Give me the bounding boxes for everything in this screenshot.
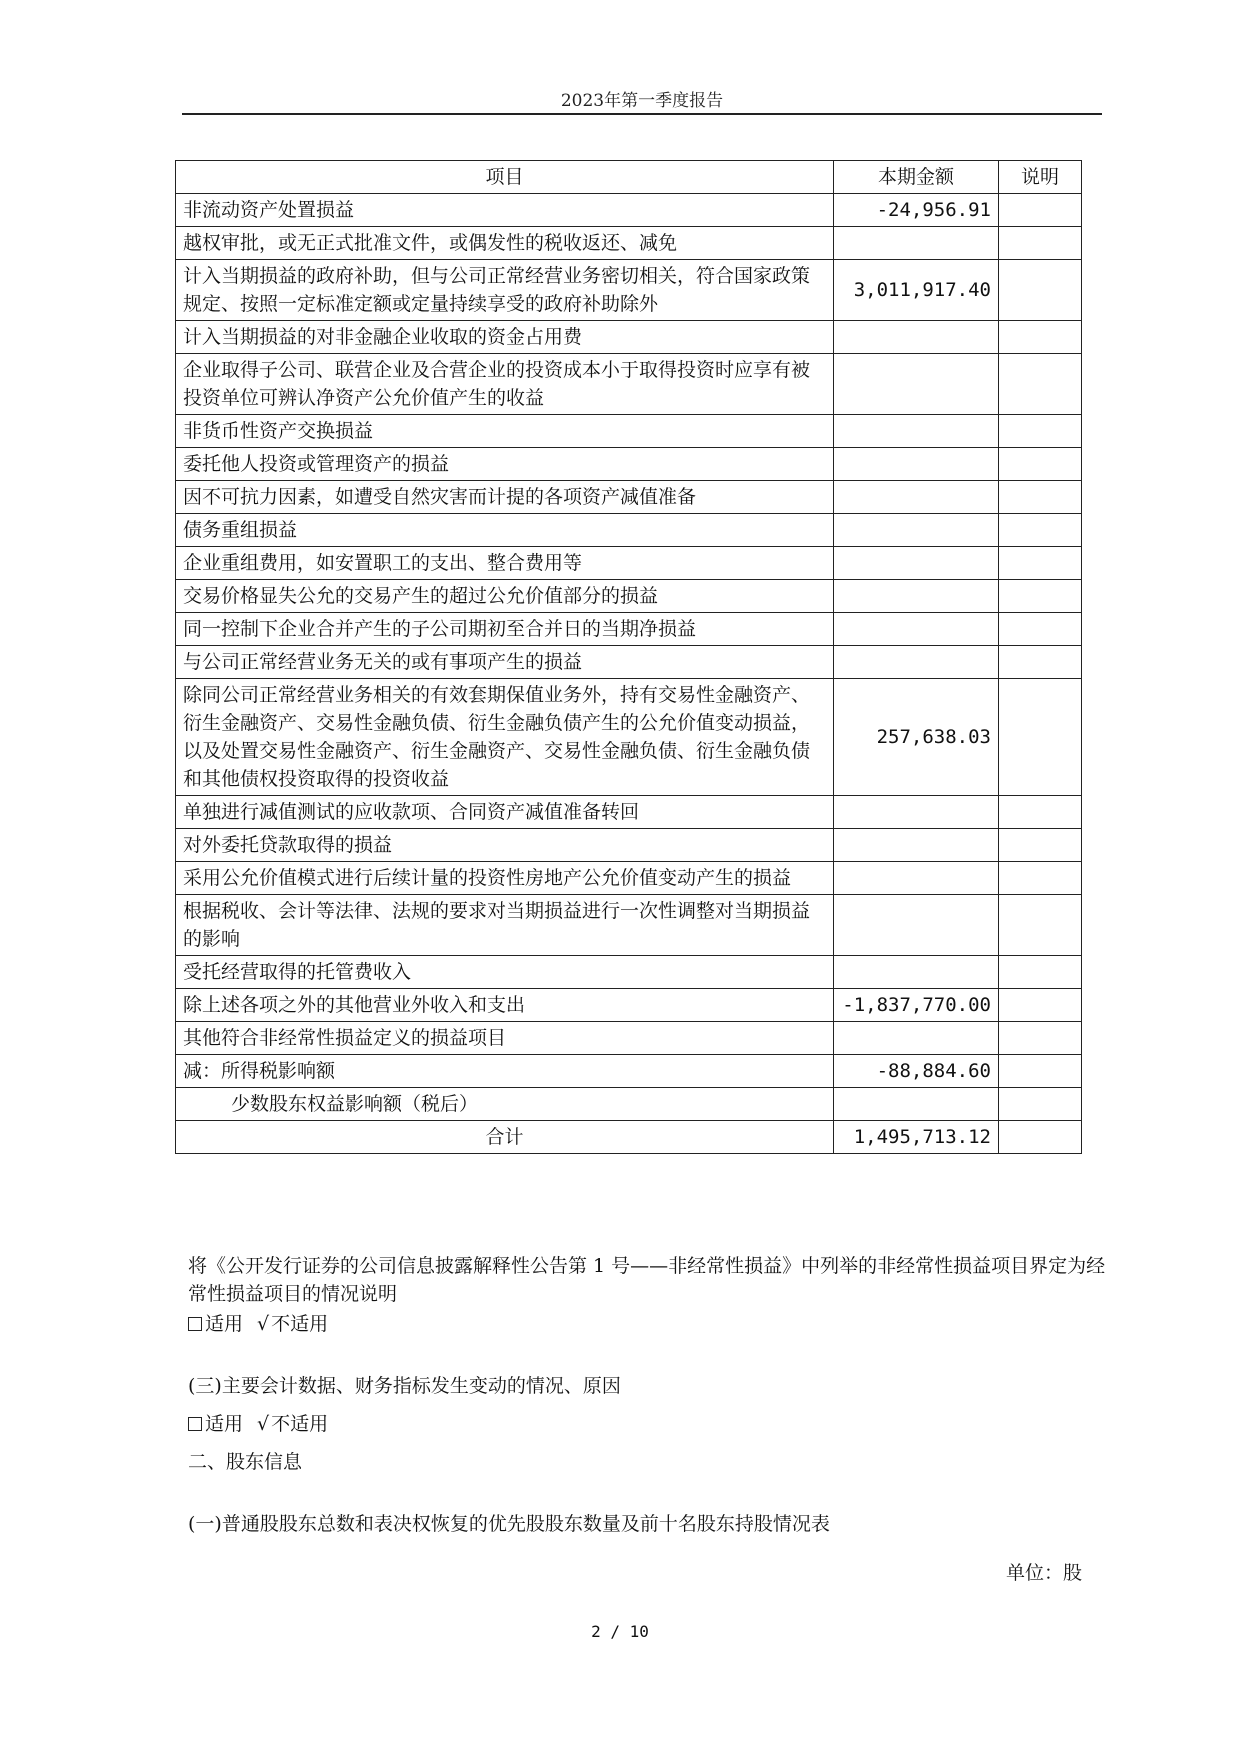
row-item: 企业取得子公司、联营企业及合营企业的投资成本小于取得投资时应享有被投资单位可辨认净资产公允价值产生的收益 [176,354,834,415]
row-amount [834,613,999,646]
row-item: 计入当期损益的政府补助，但与公司正常经营业务密切相关，符合国家政策规定、按照一定标准定额或定量持续享受的政府补助除外 [176,260,834,321]
row-amount [834,321,999,354]
row-item: 交易价格显失公允的交易产生的超过公允价值部分的损益 [176,580,834,613]
table-row [176,895,1082,956]
table-row [176,227,1082,260]
row-note [999,321,1082,354]
row-note [999,354,1082,415]
row-item: 企业重组费用，如安置职工的支出、整合费用等 [176,547,834,580]
row-amount [834,646,999,679]
classification-note: 将《公开发行证券的公司信息披露解释性公告第 1 号——非经常性损益》中列举的非经常性损益项目界定为经常性损益项目的情况说明 [188,1255,1106,1305]
table-row [176,796,1082,829]
non-recurring-gains-table [175,160,1082,1154]
row-note [999,547,1082,580]
row-amount [834,448,999,481]
row-amount: 3,011,917.40 [834,260,999,321]
table-row [176,321,1082,354]
table-row [176,862,1082,895]
header-amount: 本期金额 [834,161,999,194]
row-note [999,862,1082,895]
row-amount: -88,884.60 [834,1055,999,1088]
row-amount [834,1022,999,1055]
check-mark-icon: √ [257,1313,270,1335]
row-amount: 257,638.03 [834,679,999,796]
row-item: 对外委托贷款取得的损益 [176,829,834,862]
row-item: 非货币性资产交换损益 [176,415,834,448]
row-item: 单独进行减值测试的应收款项、合同资产减值准备转回 [176,796,834,829]
section-3-title: (三)主要会计数据、财务指标发生变动的情况、原因 [188,1375,621,1397]
row-note [999,448,1082,481]
table-row [176,613,1082,646]
table-row [176,646,1082,679]
row-item: 根据税收、会计等法律、法规的要求对当期损益进行一次性调整对当期损益的影响 [176,895,834,956]
header-item: 项目 [176,161,834,194]
row-item: 受托经营取得的托管费收入 [176,956,834,989]
row-amount: -1,837,770.00 [834,989,999,1022]
table-row [176,679,1082,796]
table-row [176,956,1082,989]
row-item: 越权审批，或无正式批准文件，或偶发性的税收返还、减免 [176,227,834,260]
row-item: 除同公司正常经营业务相关的有效套期保值业务外，持有交易性金融资产、衍生金融资产、交易性金融负债、衍生金融负债产生的公允价值变动损益，以及处置交易性金融资产、衍生金融资产、交易性金融负债、衍生金融负债和其他债权投资取得的投资收益 [176,679,834,796]
row-amount [834,354,999,415]
row-note [999,1022,1082,1055]
total-note [999,1121,1082,1154]
row-amount [834,227,999,260]
row-item: 少数股东权益影响额（税后） [176,1088,834,1121]
row-amount [834,829,999,862]
header-divider [182,113,1102,115]
row-note [999,481,1082,514]
row-item: 非流动资产处置损益 [176,194,834,227]
total-label: 合计 [176,1121,834,1154]
row-note [999,260,1082,321]
row-amount [834,514,999,547]
table-row [176,514,1082,547]
row-note [999,796,1082,829]
row-note [999,227,1082,260]
row-amount [834,547,999,580]
table-row [176,1055,1082,1088]
option-applicable: 适用 [205,1313,244,1335]
row-item: 计入当期损益的对非金融企业收取的资金占用费 [176,321,834,354]
row-item: 委托他人投资或管理资产的损益 [176,448,834,481]
row-note [999,194,1082,227]
table-row [176,1088,1082,1121]
table-total-row [176,1121,1082,1154]
section-2-title: 二、股东信息 [188,1451,303,1473]
table-row [176,448,1082,481]
row-note [999,646,1082,679]
row-note [999,580,1082,613]
row-item: 除上述各项之外的其他营业外收入和支出 [176,989,834,1022]
row-note [999,895,1082,956]
row-note [999,613,1082,646]
total-amount: 1,495,713.12 [834,1121,999,1154]
row-amount [834,415,999,448]
page-header: 2023年第一季度报告 [560,91,724,111]
row-note [999,679,1082,796]
subsection-1-title: (一)普通股股东总数和表决权恢复的优先股股东数量及前十名股东持股情况表 [188,1513,830,1535]
row-item: 其他符合非经常性损益定义的损益项目 [176,1022,834,1055]
table-row [176,547,1082,580]
row-amount [834,796,999,829]
checkbox-icon [188,1417,202,1431]
row-item: 债务重组损益 [176,514,834,547]
table-row [176,354,1082,415]
option-not-applicable: 不适用 [271,1313,329,1335]
table-row [176,580,1082,613]
unit-label: 单位：股 [1005,1562,1082,1584]
row-amount [834,1088,999,1121]
row-amount [834,895,999,956]
row-item: 减：所得税影响额 [176,1055,834,1088]
table-row [176,829,1082,862]
row-item: 与公司正常经营业务无关的或有事项产生的损益 [176,646,834,679]
checkbox-icon [188,1317,202,1331]
row-note [999,829,1082,862]
row-item: 采用公允价值模式进行后续计量的投资性房地产公允价值变动产生的损益 [176,862,834,895]
row-item: 因不可抗力因素，如遭受自然灾害而计提的各项资产减值准备 [176,481,834,514]
row-amount [834,862,999,895]
page-number: 2 / 10 [591,1622,649,1641]
row-amount [834,956,999,989]
row-note [999,989,1082,1022]
row-note [999,415,1082,448]
table-row [176,1022,1082,1055]
option-applicable: 适用 [205,1413,244,1435]
options-row-1 [188,1310,328,1338]
row-amount [834,481,999,514]
table-header-row [176,161,1082,194]
table-row [176,989,1082,1022]
table-row [176,481,1082,514]
row-amount: -24,956.91 [834,194,999,227]
table-row [176,260,1082,321]
header-note: 说明 [999,161,1082,194]
row-amount [834,580,999,613]
row-note [999,956,1082,989]
option-not-applicable: 不适用 [271,1413,329,1435]
row-note [999,1055,1082,1088]
options-row-2 [188,1410,328,1438]
table-row [176,194,1082,227]
table-row [176,415,1082,448]
row-note [999,514,1082,547]
check-mark-icon: √ [257,1413,270,1435]
row-note [999,1088,1082,1121]
row-item: 同一控制下企业合并产生的子公司期初至合并日的当期净损益 [176,613,834,646]
